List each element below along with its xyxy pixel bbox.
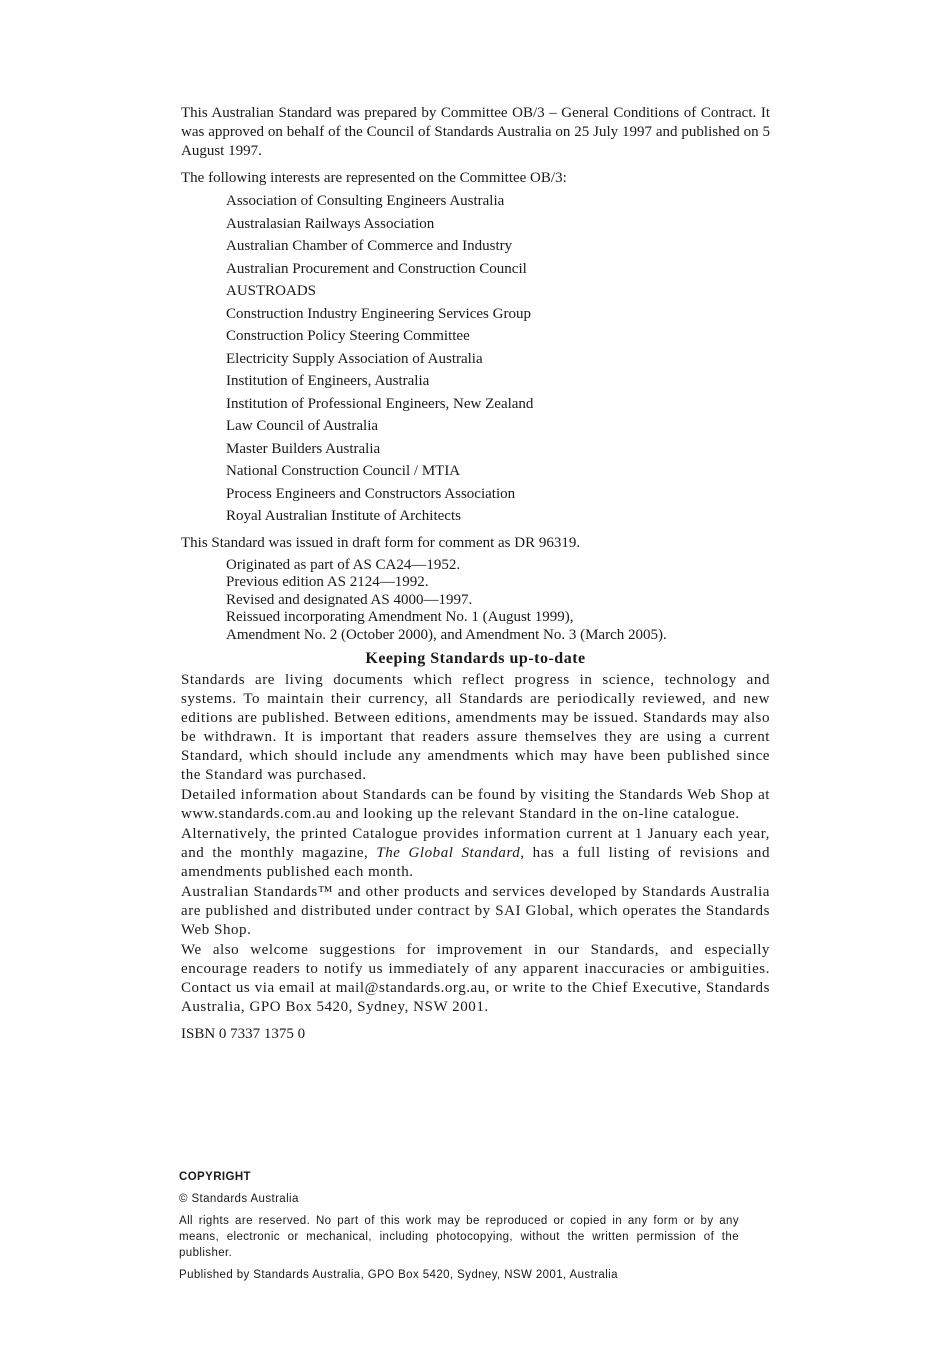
paragraph-text: , has a full listing of revisions and amendments published each month.	[181, 845, 770, 881]
list-item: Australian Procurement and Construction Council	[226, 260, 527, 277]
list-item: Australian Chamber of Commerce and Industry	[226, 238, 513, 254]
list-item: Association of Consulting Engineers Australia	[226, 193, 505, 209]
interests-intro: The following interests are represented on the Committee OB/3:	[181, 170, 567, 186]
list-item: Master Builders Australia	[226, 440, 381, 457]
list-item: Construction Industry Engineering Services Group	[226, 305, 531, 322]
copyright-rights: All rights are reserved. No part of this work may be reproduced or copied in any form or by any means, electronic or mechanical, including photocopying, without the written permission of the publisher.	[179, 1215, 739, 1259]
document-body	[181, 104, 770, 1044]
history-line: Originated as part of AS CA24—1952.	[226, 556, 461, 573]
keeping-paragraph-2: Detailed information about Standards can be found by visiting the Standards Web Shop at www.standards.com.au and looking up the relevant Standard in the on-line catalogue.	[181, 787, 770, 823]
isbn: ISBN 0 7337 1375 0	[181, 1026, 306, 1043]
draft-note: This Standard was issued in draft form for comment as DR 96319.	[181, 534, 581, 551]
list-item: Institution of Professional Engineers, New Zealand	[226, 395, 534, 412]
history-line: Previous edition AS 2124—1992.	[226, 574, 429, 591]
history-line: Amendment No. 2 (October 2000), and Amendment No. 3 (March 2005).	[226, 626, 667, 643]
publisher-line: Published by Standards Australia, GPO Box 5420, Sydney, NSW 2001, Australia	[179, 1269, 618, 1281]
keeping-paragraph-1: Standards are living documents which reflect progress in science, technology and systems. To maintain their currency, all Standards are periodically reviewed, and new editions are published. Between editions, amendments may be issued. Standards may also be withdrawn. It is important that readers assure themselves they are using a current Standard, which should include any amendments which may have been published since the Standard was purchased.	[181, 672, 770, 784]
organisation-list	[226, 190, 770, 528]
paragraph-text: Alternatively, the printed Catalogue provides information current at 1 January each year, and the monthly magazine,	[181, 826, 770, 862]
keeping-paragraph-3	[181, 825, 770, 882]
keeping-standards-heading: Keeping Standards up-to-date	[365, 650, 586, 668]
magazine-title: The Global Standard	[376, 845, 521, 862]
edition-history	[226, 557, 770, 645]
copyright-owner: © Standards Australia	[179, 1193, 299, 1205]
copyright-title: COPYRIGHT	[179, 1171, 251, 1183]
list-item: Institution of Engineers, Australia	[226, 373, 430, 389]
keeping-paragraph-4: Australian Standards™ and other products and services developed by Standards Australia are published and distributed under contract by SAI Global, which operates the Standards Web Shop.	[181, 884, 770, 939]
list-item: Australasian Railways Association	[226, 215, 435, 232]
list-item: Process Engineers and Constructors Association	[226, 485, 516, 502]
keeping-paragraph-5: We also welcome suggestions for improvement in our Standards, and especially encourage readers to notify us immediately of any apparent inaccuracies or ambiguities. Contact us via email at mail@standards.org.au, or write to the Chief Executive, Standards Australia, GPO Box 5420, Sydney, NSW 2001.	[181, 942, 770, 1016]
list-item: National Construction Council / MTIA	[226, 463, 461, 479]
list-item: Law Council of Australia	[226, 418, 379, 434]
list-item: Royal Australian Institute of Architects	[226, 508, 461, 524]
list-item: AUSTROADS	[226, 283, 317, 299]
history-line: Reissued incorporating Amendment No. 1 (August 1999),	[226, 609, 574, 626]
list-item: Electricity Supply Association of Australia	[226, 350, 483, 367]
history-line: Revised and designated AS 4000—1997.	[226, 591, 473, 608]
list-item: Construction Policy Steering Committee	[226, 328, 470, 344]
copyright-block	[179, 1169, 749, 1289]
approval-paragraph: This Australian Standard was prepared by Committee OB/3 – General Conditions of Contract. It was approved on behalf of the Council of Standards Australia on 25 July 1997 and published on 5 August 1997.	[181, 105, 770, 159]
